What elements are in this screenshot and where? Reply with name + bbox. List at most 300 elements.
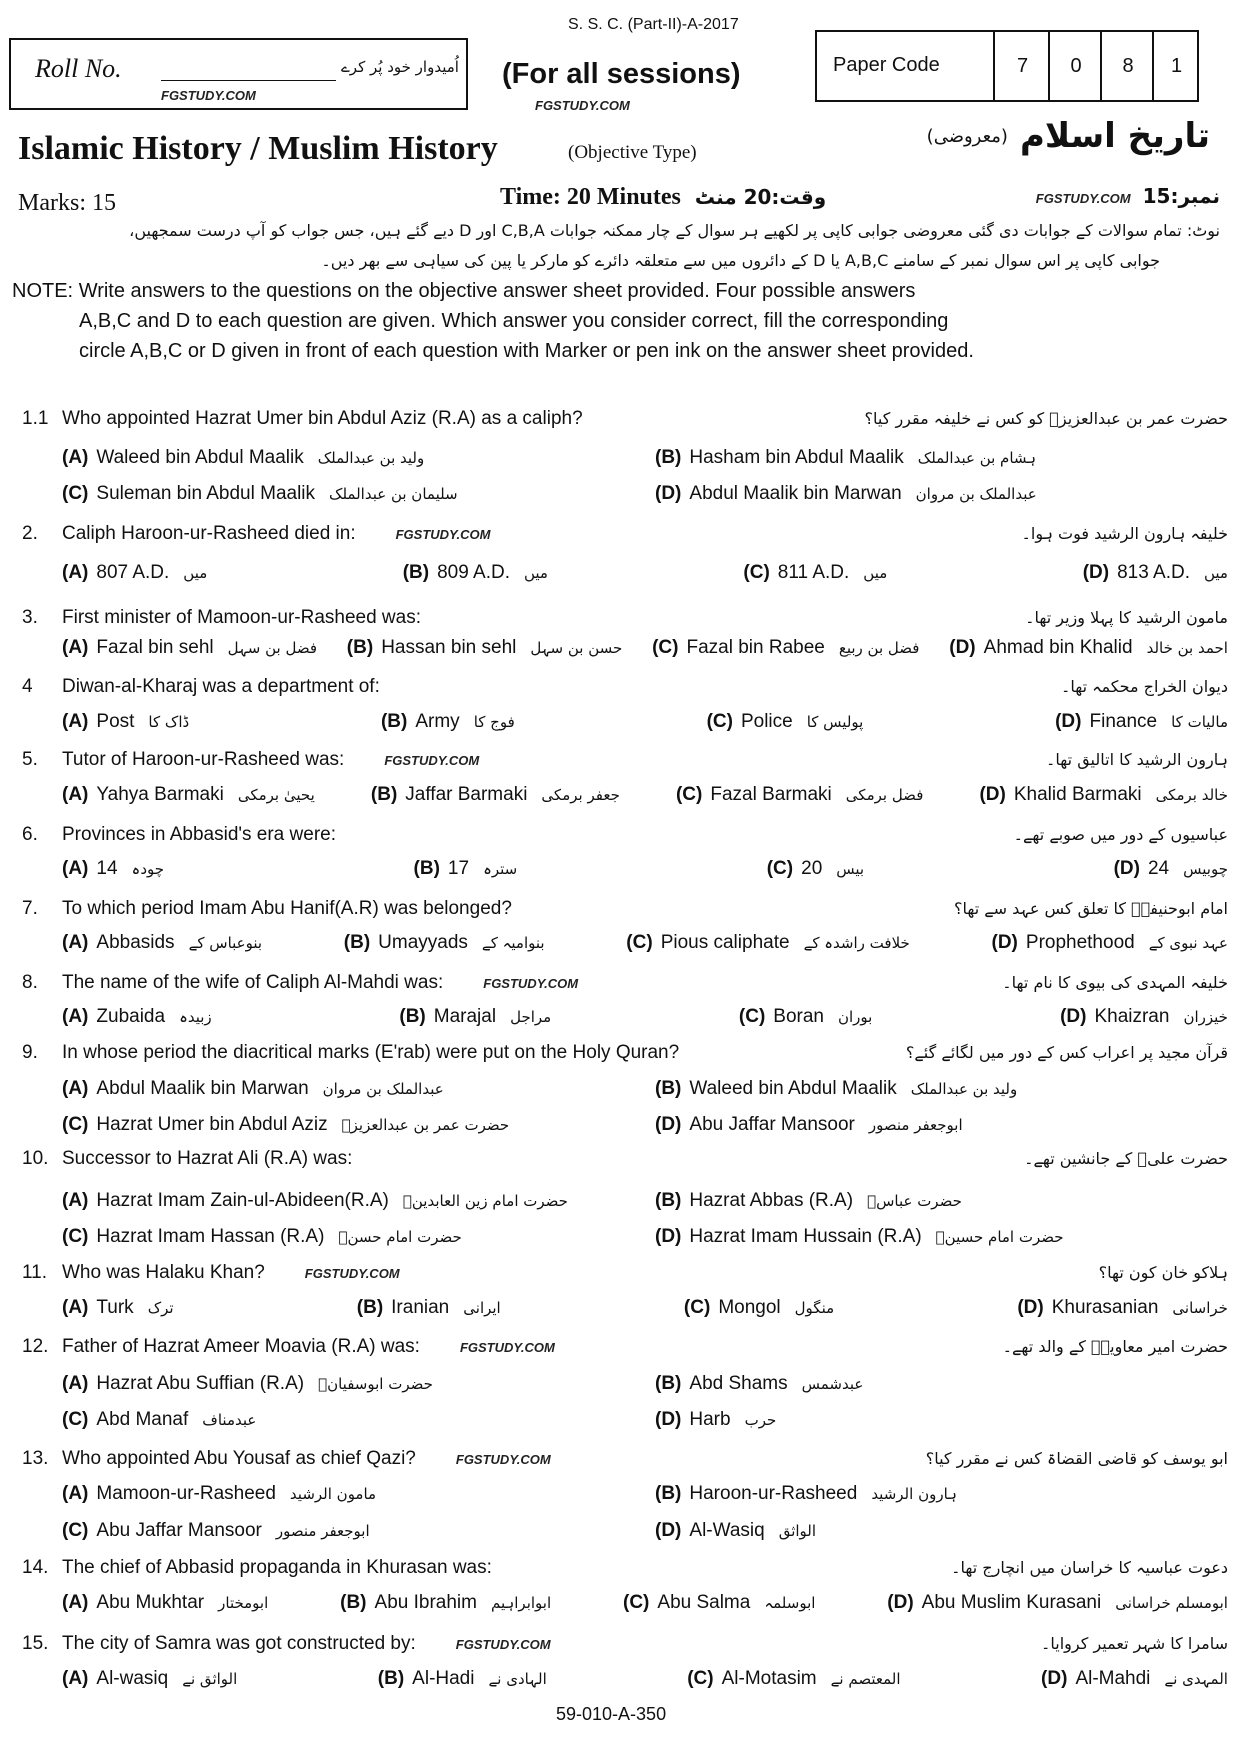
option-d: [887, 1592, 1228, 1614]
watermark: FGSTUDY.COM: [161, 88, 256, 103]
option-urdu: سترہ: [483, 860, 518, 878]
option-urdu: المہدی نے: [1164, 1670, 1228, 1688]
option-label: (B): [340, 1592, 367, 1613]
option-c: [676, 784, 923, 806]
option-label: (D): [1082, 562, 1110, 583]
option-row: [62, 637, 1228, 659]
question-english: To which period Imam Abu Hanif(A.R) was belonged?: [62, 898, 512, 919]
option-a: [62, 447, 635, 469]
option-label: (C): [683, 1297, 711, 1318]
option-label: (D): [655, 1114, 682, 1135]
option-english: Post: [96, 711, 135, 732]
option-urdu: ہشام بن عبدالملک: [917, 449, 1037, 467]
question-text: [22, 1336, 555, 1358]
question-number: 13.: [22, 1448, 49, 1469]
question-line: [22, 972, 1228, 994]
roll-label: Roll No.: [35, 54, 122, 83]
option-label: (B): [399, 1006, 426, 1027]
paper-code-label: Paper Code: [833, 54, 940, 76]
option-label: (D): [1041, 1668, 1068, 1689]
option-label: (C): [766, 858, 794, 879]
option-english: Finance: [1089, 711, 1158, 732]
option-english: Hasham bin Abdul Maalik: [689, 447, 904, 468]
question-english: The city of Samra was got constructed by:: [62, 1633, 416, 1654]
option-a: [62, 1297, 174, 1319]
paper-code-digit: 8: [1100, 32, 1154, 100]
option-urdu: بنوامیہ کے: [481, 934, 545, 952]
option-english: Fazal bin sehl: [96, 637, 214, 658]
option-english: Prophethood: [1025, 932, 1135, 953]
option-label: (C): [706, 711, 733, 732]
option-urdu: ولید بن عبدالملک: [910, 1080, 1018, 1098]
option-label: (B): [413, 858, 440, 879]
option-label: (A): [62, 1297, 89, 1318]
question-number: 6.: [22, 824, 38, 845]
option-label: (C): [652, 637, 679, 658]
option-english: Abu Muslim Kurasani: [921, 1592, 1102, 1613]
watermark: FGSTUDY.COM: [455, 1452, 551, 1467]
option-english: Harb: [689, 1409, 731, 1430]
question-line: [22, 676, 1228, 698]
question-number: 11.: [22, 1262, 48, 1283]
option-label: (A): [62, 711, 89, 732]
subject-title-urdu-group: [927, 116, 1210, 156]
option-label: (C): [675, 784, 703, 805]
option-label: (A): [62, 1006, 89, 1027]
option-urdu: حضرت امام حسنؓ: [338, 1228, 462, 1246]
question-english: Successor to Hazrat Ali (R.A) was:: [62, 1148, 353, 1169]
question-line: [22, 607, 1228, 629]
option-label: (C): [62, 1520, 89, 1541]
option-d: [1083, 562, 1228, 584]
option-english: Hassan bin sehl: [381, 637, 517, 658]
option-urdu: چوبیس: [1183, 860, 1228, 878]
option-label: (B): [356, 1297, 384, 1318]
option-c: [62, 1409, 635, 1431]
option-english: 20: [801, 858, 823, 879]
exam-title: S. S. C. (Part-II)-A-2017: [568, 16, 739, 33]
time-group: [500, 184, 826, 211]
option-row: [62, 447, 1228, 469]
option-label: (C): [62, 1114, 89, 1135]
question-urdu: دیوان الخراج محکمہ تھا۔: [1061, 677, 1228, 696]
option-a: [62, 1668, 237, 1690]
option-urdu: حضرت امام حسینؓ: [935, 1228, 1064, 1246]
question-urdu: حضرت علیؓ کے جانشین تھے۔: [1024, 1149, 1228, 1168]
option-d: [992, 932, 1229, 954]
option-urdu: ولید بن عبدالملک: [317, 449, 425, 467]
option-label: (C): [626, 932, 653, 953]
question-english: First minister of Mamoon-ur-Rasheed was:: [62, 607, 421, 628]
option-urdu: بوران: [838, 1008, 873, 1026]
option-label: (D): [655, 1409, 682, 1430]
option-b: [655, 1483, 1228, 1505]
option-english: Khaizran: [1094, 1006, 1170, 1027]
option-label: (A): [62, 1078, 89, 1099]
option-english: Abdul Maalik bin Marwan: [96, 1078, 309, 1099]
question-text: [22, 1557, 492, 1579]
option-label: (B): [346, 637, 374, 658]
option-english: 14: [96, 858, 118, 879]
question-number: 12.: [22, 1336, 49, 1357]
question-urdu: حضرت امیر معاویہؓ کے والد تھے۔: [1002, 1337, 1228, 1356]
option-c: [684, 1297, 834, 1319]
option-urdu: میں: [863, 564, 888, 582]
watermark: FGSTUDY.COM: [535, 98, 630, 113]
option-c: [626, 932, 910, 954]
note-urdu-text: تمام سوالات کے جوابات دی گئی معروضی جوابی کاپی پر لکھیے ہر سوال کے چار ممکنہ جوابات C,B,A اور D دیے گئے ہیں، جس جواب کو آپ درست سمجھیں،: [129, 221, 1182, 240]
option-urdu: حرب: [744, 1411, 777, 1429]
question-text: [22, 1448, 551, 1470]
option-row: [62, 1592, 1228, 1614]
option-english: Abu Ibrahim: [374, 1592, 477, 1613]
option-b: [414, 858, 518, 880]
paper-code-digit: 7: [993, 32, 1050, 100]
question-english: Diwan-al-Kharaj was a department of:: [62, 676, 380, 697]
option-d: [1017, 1297, 1228, 1319]
option-urdu: الہادی نے: [488, 1670, 547, 1688]
option-c: [62, 1114, 635, 1136]
option-english: Abu Jaffar Mansoor: [689, 1114, 855, 1135]
option-label: (C): [743, 562, 770, 583]
option-b: [340, 1592, 551, 1614]
option-english: Yahya Barmaki: [96, 784, 224, 805]
question-line: [22, 408, 1228, 430]
option-urdu: عبدالملک بن مروان: [322, 1080, 444, 1098]
option-row: [62, 1226, 1228, 1248]
question-urdu: خلیفہ ہارون الرشید فوت ہوا۔: [1021, 524, 1228, 543]
option-english: Khurasanian: [1051, 1297, 1159, 1318]
option-english: Al-Mahdi: [1075, 1668, 1151, 1689]
note-line-2: A,B,C and D to each question are given. Which answer you consider correct, fill the corresponding: [79, 310, 949, 332]
option-d: [655, 1520, 1228, 1542]
option-english: Suleman bin Abdul Maalik: [96, 483, 316, 504]
option-d: [1114, 858, 1228, 880]
question-number: 14.: [22, 1557, 49, 1578]
option-c: [687, 1668, 900, 1690]
question-number: 9.: [22, 1042, 38, 1063]
option-a: [62, 1483, 635, 1505]
option-row: [62, 1114, 1228, 1136]
option-label: (C): [687, 1668, 714, 1689]
option-english: Abbasids: [96, 932, 175, 953]
option-english: 813 A.D.: [1117, 562, 1190, 583]
option-b: [399, 1006, 551, 1028]
question-line: [22, 1148, 1228, 1170]
option-english: Hazrat Abbas (R.A): [689, 1190, 854, 1211]
question-urdu: حضرت عمر بن عبدالعزیزؒ کو کس نے خلیفہ مقرر کیا؟: [864, 409, 1228, 428]
option-english: Ahmad bin Khalid: [983, 637, 1133, 658]
time: Time: 20 Minutes: [500, 184, 681, 210]
option-b: [381, 711, 515, 733]
question-line: [22, 1633, 1228, 1655]
option-urdu: ابومختار: [218, 1594, 269, 1612]
question-urdu: مامون الرشید کا پہلا وزیر تھا۔: [1025, 608, 1228, 627]
question-number: 3.: [22, 607, 38, 628]
option-english: 811 A.D.: [777, 562, 850, 583]
option-label: (A): [62, 932, 89, 953]
question-english: The name of the wife of Caliph Al-Mahdi was:: [62, 972, 444, 993]
option-row: [62, 1520, 1228, 1542]
option-a: [62, 711, 189, 733]
option-label: (B): [377, 1668, 405, 1689]
question-english: The chief of Abbasid propaganda in Khurasan was:: [62, 1557, 492, 1578]
question-line: [22, 1336, 1228, 1358]
option-english: Hazrat Imam Hussain (R.A): [689, 1226, 922, 1247]
option-b: [655, 1190, 1228, 1212]
option-a: [62, 562, 207, 584]
option-label: (C): [62, 483, 89, 504]
option-label: (A): [62, 1592, 89, 1613]
option-row: [62, 1668, 1228, 1690]
option-a: [62, 858, 164, 880]
question-english: Who was Halaku Khan?: [62, 1262, 265, 1283]
option-urdu: منگول: [794, 1299, 835, 1317]
option-c: [743, 562, 887, 584]
option-english: Abu Jaffar Mansoor: [96, 1520, 262, 1541]
question-urdu: عباسیوں کے دور میں صوبے تھے۔: [1013, 825, 1228, 844]
option-row: [62, 1006, 1228, 1028]
option-urdu: فوج کا: [473, 713, 515, 731]
option-english: Waleed bin Abdul Maalik: [689, 1078, 897, 1099]
option-row: [62, 858, 1228, 880]
option-urdu: میں: [523, 564, 548, 582]
question-english: Who appointed Hazrat Umer bin Abdul Aziz (R.A) as a caliph?: [62, 408, 583, 429]
option-row: [62, 784, 1228, 806]
option-urdu: ترک: [147, 1299, 174, 1317]
roll-urdu: اُمیدوار خود پُر کرے: [341, 58, 459, 76]
question-urdu: سامرا کا شہر تعمیر کروایا۔: [1041, 1634, 1228, 1653]
option-english: Fazal bin Rabee: [686, 637, 825, 658]
question-english: Tutor of Haroon-ur-Rasheed was:: [62, 749, 345, 770]
marks-urdu-group: [1036, 184, 1220, 208]
option-urdu: حضرت امام زین العابدینؒ: [402, 1192, 568, 1210]
option-label: (B): [655, 1078, 682, 1099]
question-urdu: ہارون الرشید کا اتالیق تھا۔: [1046, 750, 1228, 769]
option-urdu: یحییٰ برمکی: [237, 786, 315, 804]
question-number: 2.: [22, 523, 38, 544]
option-d: [655, 483, 1228, 505]
option-d: [1055, 711, 1228, 733]
option-urdu: مراجل: [510, 1008, 552, 1026]
option-english: Hazrat Imam Hassan (R.A): [96, 1226, 325, 1247]
question-number: 7.: [22, 898, 38, 919]
option-row: [62, 711, 1228, 733]
question-line: [22, 1042, 1228, 1064]
option-label: (B): [655, 447, 682, 468]
option-d: [655, 1114, 1228, 1136]
option-c: [62, 483, 635, 505]
option-urdu: ابوجعفر منصور: [868, 1116, 963, 1134]
option-urdu: احمد بن خالد: [1146, 639, 1228, 657]
question-number: 10.: [22, 1148, 49, 1169]
option-a: [62, 1078, 635, 1100]
option-a: [62, 1006, 212, 1028]
question-line: [22, 1557, 1228, 1579]
option-c: [767, 858, 864, 880]
option-english: Zubaida: [96, 1006, 166, 1027]
option-label: (D): [979, 784, 1006, 805]
question-number: 1.1: [22, 408, 49, 429]
option-english: Abd Shams: [689, 1373, 788, 1394]
option-b: [403, 562, 548, 584]
option-english: Al-Wasiq: [689, 1520, 765, 1541]
option-label: (A): [62, 1483, 89, 1504]
objective-type: (Objective Type): [568, 142, 697, 163]
option-english: Marajal: [433, 1006, 497, 1027]
option-c: [707, 711, 864, 733]
option-urdu: خالد برمکی: [1155, 786, 1228, 804]
option-english: Hazrat Abu Suffian (R.A): [96, 1373, 305, 1394]
option-urdu: بیس: [836, 860, 865, 878]
option-english: Hazrat Umer bin Abdul Aziz: [96, 1114, 328, 1135]
option-urdu: حسن بن سہل: [530, 639, 623, 657]
option-d: [655, 1226, 1228, 1248]
option-urdu: الواثق نے: [182, 1670, 238, 1688]
option-a: [62, 932, 262, 954]
subject-title-urdu: تاریخ اسلام: [1019, 116, 1210, 156]
note-urdu-line-2: جوابی کاپی پر اس سوال نمبر کے سامنے A,B,C یا D کے دائروں میں سے متعلقہ دائرے کو مارکر یا پین کی سیاہی سے بھر دیں۔: [321, 251, 1160, 270]
option-urdu: زبیدہ: [179, 1008, 212, 1026]
option-english: 807 A.D.: [96, 562, 170, 583]
option-urdu: ابومسلم خراسانی: [1115, 1594, 1228, 1612]
option-urdu: چودہ: [131, 860, 165, 878]
option-label: (C): [738, 1006, 766, 1027]
option-urdu: پولیس کا: [806, 713, 864, 731]
option-a: [62, 1373, 635, 1395]
question-urdu: ہلاکو خان کون تھا؟: [1098, 1263, 1228, 1282]
option-label: (D): [887, 1592, 914, 1613]
option-label: (C): [62, 1226, 89, 1247]
option-english: Turk: [96, 1297, 134, 1318]
option-row: [62, 1483, 1228, 1505]
option-urdu: عبدشمس: [801, 1375, 864, 1393]
option-urdu: فضل بن سہل: [227, 639, 318, 657]
option-label: (D): [655, 1226, 682, 1247]
option-english: Army: [415, 711, 460, 732]
option-urdu: فضل برمکی: [845, 786, 924, 804]
option-urdu: عبدالملک بن مروان: [915, 485, 1037, 503]
instructions: [12, 216, 1220, 366]
option-english: Iranian: [391, 1297, 450, 1318]
option-label: (D): [1055, 711, 1082, 732]
option-label: (A): [62, 1190, 89, 1211]
option-label: (C): [62, 1409, 89, 1430]
option-urdu: حضرت ابوسفیانؓ: [318, 1375, 433, 1393]
option-label: (B): [655, 1190, 682, 1211]
question-line: [22, 898, 1228, 920]
option-label: (D): [655, 483, 682, 504]
option-row: [62, 483, 1228, 505]
option-row: [62, 1373, 1228, 1395]
watermark: FGSTUDY.COM: [395, 527, 491, 542]
option-label: (D): [991, 932, 1018, 953]
option-label: (D): [1017, 1297, 1044, 1318]
question-text: [22, 898, 512, 920]
watermark: FGSTUDY.COM: [459, 1340, 555, 1355]
option-english: 24: [1147, 858, 1170, 879]
option-english: Khalid Barmaki: [1013, 784, 1142, 805]
option-english: Abdul Maalik bin Marwan: [689, 483, 902, 504]
option-b: [371, 784, 620, 806]
option-urdu: ابوابراہیم: [490, 1594, 552, 1612]
watermark: FGSTUDY.COM: [455, 1637, 551, 1652]
paper-code-box: [815, 30, 1199, 102]
option-c: [623, 1592, 815, 1614]
option-english: 809 A.D.: [437, 562, 510, 583]
question-line: [22, 1448, 1228, 1470]
option-b: [357, 1297, 501, 1319]
option-row: [62, 562, 1228, 584]
question-number: 15.: [22, 1633, 49, 1654]
marks: Marks: 15: [18, 190, 116, 216]
option-row: [62, 932, 1228, 954]
question-number: 4: [22, 676, 33, 697]
note-label: NOTE:: [12, 280, 74, 302]
option-label: (D): [1060, 1006, 1087, 1027]
option-d: [655, 1409, 1228, 1431]
question-text: [22, 607, 421, 629]
question-urdu: ابو یوسف کو قاضی القضاۃ کس نے مقرر کیا؟: [925, 1449, 1228, 1468]
option-urdu: عہد نبوی کے: [1148, 934, 1228, 952]
subject-title: Islamic History / Muslim History: [18, 130, 498, 167]
option-urdu: میں: [183, 564, 208, 582]
option-label: (A): [62, 447, 89, 468]
option-b: [655, 1078, 1228, 1100]
option-row: [62, 1190, 1228, 1212]
option-b: [344, 932, 545, 954]
option-a: [62, 1190, 635, 1212]
question-text: [22, 749, 479, 771]
question-urdu: دعوت عباسیہ کا خراسان میں انچارج تھا۔: [951, 1558, 1228, 1577]
option-a: [62, 784, 315, 806]
option-english: Mamoon-ur-Rasheed: [96, 1483, 276, 1504]
marks-urdu: نمبر:15: [1142, 184, 1220, 208]
question-english: Provinces in Abbasid's era were:: [62, 824, 336, 845]
option-c: [62, 1520, 635, 1542]
question-text: [22, 972, 578, 994]
note-line-3: circle A,B,C or D given in front of each question with Marker or pen ink on the answer sheet provided.: [79, 340, 974, 362]
question-text: [22, 523, 490, 545]
option-label: (D): [655, 1520, 682, 1541]
option-urdu: فضل بن ربیع: [838, 639, 920, 657]
time-urdu: وقت:20 منٹ: [694, 185, 827, 209]
option-english: Al-Hadi: [412, 1668, 475, 1689]
objective-type-urdu: (معروضی): [926, 125, 1008, 147]
option-english: Haroon-ur-Rasheed: [689, 1483, 858, 1504]
question-text: [22, 408, 583, 430]
option-label: (B): [402, 562, 430, 583]
option-urdu: ہارون الرشید: [871, 1485, 957, 1503]
note-line-1: [12, 276, 1220, 306]
option-urdu: سلیمان بن عبدالملک: [329, 485, 458, 503]
option-label: (D): [949, 637, 976, 658]
option-english: Abu Salma: [657, 1592, 751, 1613]
watermark: FGSTUDY.COM: [304, 1266, 400, 1281]
option-english: Pious caliphate: [660, 932, 790, 953]
note-urdu-line-1: [12, 216, 1220, 246]
question-english: Father of Hazrat Ameer Moavia (R.A) was:: [62, 1336, 420, 1357]
option-row: [62, 1297, 1228, 1319]
option-label: (C): [623, 1592, 650, 1613]
question-english: Who appointed Abu Yousaf as chief Qazi?: [62, 1448, 416, 1469]
question-text: [22, 1262, 400, 1284]
option-c: [739, 1006, 872, 1028]
roll-number-box: [9, 38, 468, 110]
question-text: [22, 1148, 352, 1170]
option-row: [62, 1078, 1228, 1100]
option-d: [1060, 1006, 1228, 1028]
